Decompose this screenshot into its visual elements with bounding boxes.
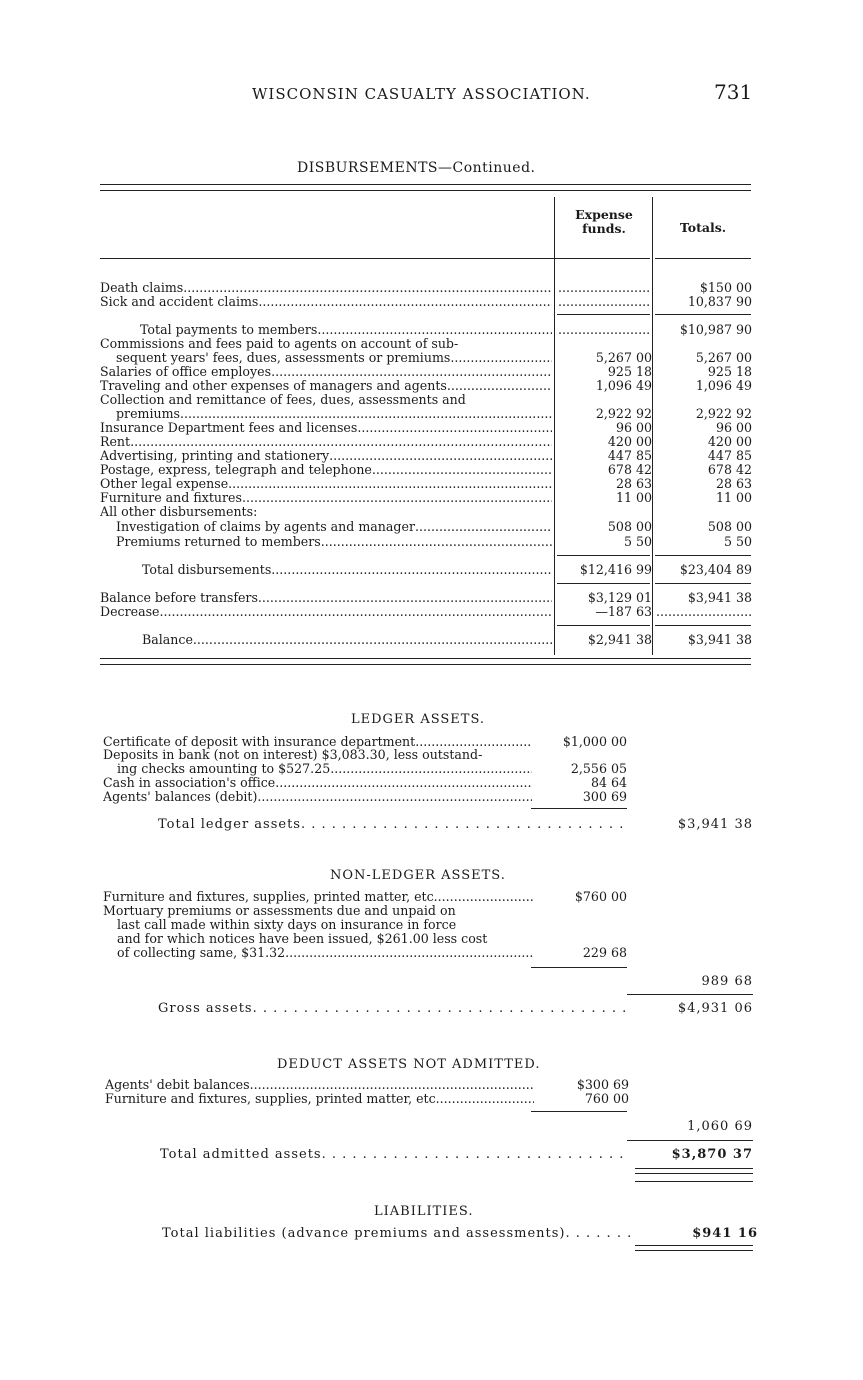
expense-funds-cell: $3,129 01 — [587, 590, 652, 605]
expense-funds-cell: 678 42 — [607, 462, 652, 477]
deduct-subtotal: 1,060 69 — [687, 1119, 753, 1134]
sum-rule — [627, 1140, 753, 1141]
total-ledger-assets-label: Total ledger assets . . . — [158, 817, 628, 832]
asset-row-label — [117, 917, 534, 932]
column-divider — [652, 197, 653, 655]
row-label-text: Investigation of claims by agents and manager — [116, 519, 415, 534]
double-rule — [635, 1168, 753, 1174]
asset-row-label — [103, 889, 534, 904]
header-rule — [100, 258, 570, 259]
empty-cell-dots — [558, 322, 650, 337]
asset-amount: $760 00 — [574, 889, 627, 904]
expense-funds-cell: 5 50 — [623, 534, 652, 549]
dot-leader — [130, 434, 552, 449]
dot-leader — [180, 406, 552, 421]
dot-leader — [322, 1147, 628, 1162]
asset-amount: 2,556 05 — [570, 761, 627, 776]
table-row-label — [100, 434, 552, 449]
empty-cell-dots — [558, 280, 650, 295]
asset-amount: 229 68 — [582, 945, 627, 960]
table-row-label — [140, 322, 552, 337]
gross-assets-value: $4,931 06 — [677, 1001, 753, 1016]
expense-funds-cell: 2,922 92 — [595, 406, 652, 421]
row-label-text: Agents' debit balances — [105, 1077, 250, 1092]
dot-leader — [558, 294, 650, 309]
row-label-text: Insurance Department fees and licenses — [100, 420, 358, 435]
sum-rule — [655, 555, 751, 556]
row-label-text: of collecting same, $31.32 — [117, 945, 286, 960]
row-label-text: premiums — [116, 406, 181, 421]
header-rule — [655, 258, 751, 259]
totals-cell: 2,922 92 — [695, 406, 752, 421]
asset-row-label — [117, 761, 532, 776]
liabilities-title: LIABILITIES. — [374, 1204, 474, 1219]
col-header-expense: Expense funds. — [575, 207, 633, 236]
row-label-text: Postage, express, telegraph and telephone — [100, 462, 372, 477]
dot-leader — [330, 761, 532, 776]
table-rule-bottom — [100, 664, 751, 665]
table-rule-bottom — [100, 658, 751, 659]
totals-cell: 96 00 — [715, 420, 752, 435]
row-label-text: Balance — [142, 632, 193, 647]
dot-leader — [329, 448, 552, 463]
totals-cell: 925 18 — [707, 364, 752, 379]
sum-rule — [557, 625, 650, 626]
row-label-text: Premiums returned to members — [116, 534, 321, 549]
gross-assets-label: Gross assets . . . — [158, 1001, 628, 1016]
page-number: 731 — [714, 80, 753, 104]
row-label-text: Commissions and fees paid to agents on account of sub- — [100, 336, 459, 351]
asset-amount: 300 69 — [582, 789, 627, 804]
disbursements-title: DISBURSEMENTS—Continued. — [297, 160, 536, 176]
expense-funds-cell: 925 18 — [607, 364, 652, 379]
sum-rule — [557, 314, 650, 315]
sum-rule — [627, 994, 753, 995]
table-rule-top — [100, 190, 751, 191]
dot-leader — [321, 534, 552, 549]
table-row-label — [116, 406, 552, 421]
table-rule-top — [100, 184, 751, 185]
sum-rule — [531, 967, 627, 968]
table-row-label — [100, 280, 552, 295]
row-label-text: Rent — [100, 434, 131, 449]
row-label-text: Total payments to members — [140, 322, 318, 337]
asset-row-label — [103, 789, 532, 804]
expense-funds-cell: 1,096 49 — [595, 378, 652, 393]
dot-leader — [258, 590, 552, 605]
non-ledger-assets-title: NON-LEDGER ASSETS. — [330, 868, 506, 883]
row-label-text: Collection and remittance of fees, dues, assessments and — [100, 392, 466, 407]
dot-leader — [228, 476, 552, 491]
dot-leader — [250, 1077, 534, 1092]
row-label-text: All other disbursements: — [100, 504, 258, 519]
dot-leader — [317, 322, 552, 337]
double-rule — [635, 1245, 753, 1251]
col-header-totals: Totals. — [679, 220, 727, 235]
table-row-label — [100, 604, 552, 619]
dot-leader — [434, 889, 534, 904]
totals-cell: 5 50 — [723, 534, 752, 549]
dot-leader — [450, 350, 552, 365]
table-row-label — [116, 350, 552, 365]
row-label-text: Total disbursements — [142, 562, 272, 577]
totals-cell: $3,941 38 — [687, 590, 752, 605]
totals-cell: 678 42 — [707, 462, 752, 477]
table-row-label — [116, 519, 552, 534]
non-ledger-subtotal: 989 68 — [701, 974, 753, 989]
asset-amount: 760 00 — [584, 1091, 629, 1106]
totals-cell: $150 00 — [699, 280, 752, 295]
totals-cell: 11 00 — [715, 490, 752, 505]
expense-funds-cell: —187 63 — [595, 604, 652, 619]
expense-funds-cell: 420 00 — [607, 434, 652, 449]
dot-leader — [301, 817, 628, 832]
row-label-text: Salaries of office employes — [100, 364, 272, 379]
row-label-text: Traveling and other expenses of managers and agents — [100, 378, 447, 393]
double-rule — [635, 1176, 753, 1182]
dot-leader — [271, 364, 552, 379]
deduct-title: DEDUCT ASSETS NOT ADMITTED. — [277, 1057, 541, 1072]
table-row-label — [100, 420, 552, 435]
table-row-label — [100, 476, 552, 491]
sum-rule — [557, 555, 650, 556]
row-label-text: Other legal expense — [100, 476, 229, 491]
row-label-text: Balance before transfers — [100, 590, 258, 605]
table-row-label — [100, 462, 552, 477]
empty-cell-dots — [558, 294, 650, 309]
table-row-label — [142, 562, 552, 577]
table-row-label — [100, 392, 552, 407]
expense-funds-cell: 508 00 — [607, 519, 652, 534]
dot-leader — [257, 789, 532, 804]
totals-cell: 5,267 00 — [695, 350, 752, 365]
totals-cell: 508 00 — [707, 519, 752, 534]
table-row-label — [100, 294, 552, 309]
asset-row-label — [103, 747, 532, 762]
total-liabilities-label: Total liabilities (advance premiums and assessments) . . . — [162, 1226, 630, 1241]
total-admitted-assets-label: Total admitted assets . . . — [160, 1147, 628, 1162]
totals-cell: 10,837 90 — [687, 294, 752, 309]
table-row-label — [100, 336, 552, 351]
dot-leader — [242, 490, 552, 505]
row-label-text: Cash in association's office — [103, 775, 276, 790]
total-admitted-assets-value: $3,870 37 — [671, 1147, 753, 1162]
dot-leader — [566, 1226, 631, 1241]
table-row-label — [100, 378, 552, 393]
row-label-text: last call made within sixty days on insurance in force — [117, 917, 457, 932]
expense-funds-cell: 11 00 — [615, 490, 652, 505]
column-divider — [554, 197, 555, 655]
totals-cell: $23,404 89 — [679, 562, 752, 577]
sum-rule — [655, 314, 751, 315]
table-row-label — [100, 504, 552, 519]
row-label-text: Sick and accident claims — [100, 294, 259, 309]
asset-row-label — [103, 775, 532, 790]
totals-cell: 420 00 — [707, 434, 752, 449]
dot-leader — [271, 562, 552, 577]
sum-rule — [655, 583, 751, 584]
table-row-label — [116, 534, 552, 549]
running-header: WISCONSIN CASUALTY ASSOCIATION. — [252, 85, 591, 103]
row-label-text: Deposits in bank (not on interest) $3,083.30, less outstand- — [103, 747, 483, 762]
row-label-text: Decrease — [100, 604, 160, 619]
asset-row-label — [105, 1091, 534, 1106]
sum-rule — [557, 583, 650, 584]
expense-funds-cell: 447 85 — [607, 448, 652, 463]
dot-leader — [160, 604, 552, 619]
empty-cell-dots — [656, 604, 752, 619]
row-label-text: Mortuary premiums or assessments due and unpaid on — [103, 903, 456, 918]
row-label-text: Furniture and fixtures — [100, 490, 242, 505]
table-row-label — [142, 632, 552, 647]
row-label-text: Furniture and fixtures, supplies, printed matter, etc — [105, 1091, 436, 1106]
sum-rule — [655, 625, 751, 626]
dot-leader — [372, 462, 552, 477]
dot-leader — [558, 322, 650, 337]
row-label-text: and for which notices have been issued, $261.00 less cost — [117, 931, 488, 946]
asset-amount: 84 64 — [590, 775, 627, 790]
dot-leader — [183, 280, 552, 295]
total-liabilities-value: $941 16 — [692, 1226, 758, 1241]
sum-rule — [531, 808, 627, 809]
dot-leader — [357, 420, 552, 435]
expense-funds-cell: $2,941 38 — [587, 632, 652, 647]
dot-leader — [415, 519, 552, 534]
dot-leader — [275, 775, 532, 790]
row-label-text: ing checks amounting to $527.25 — [117, 761, 331, 776]
asset-amount: $1,000 00 — [562, 734, 627, 749]
totals-cell: 28 63 — [715, 476, 752, 491]
table-row-label — [100, 490, 552, 505]
totals-cell: 447 85 — [707, 448, 752, 463]
table-row-label — [100, 448, 552, 463]
totals-cell: $10,987 90 — [679, 322, 752, 337]
ledger-assets-title: LEDGER ASSETS. — [351, 712, 486, 727]
row-label-text: Advertising, printing and stationery — [100, 448, 330, 463]
dot-leader — [258, 294, 552, 309]
asset-amount: $300 69 — [576, 1077, 629, 1092]
dot-leader — [656, 604, 752, 619]
total-ledger-assets-value: $3,941 38 — [677, 817, 753, 832]
table-row-label — [100, 364, 552, 379]
dot-leader — [436, 1091, 534, 1106]
row-label-text: Certificate of deposit with insurance department — [103, 734, 416, 749]
asset-row-label — [105, 1077, 534, 1092]
expense-funds-cell: 96 00 — [615, 420, 652, 435]
asset-row-label — [117, 931, 534, 946]
dot-leader — [193, 632, 552, 647]
totals-cell: 1,096 49 — [695, 378, 752, 393]
asset-row-label — [103, 903, 534, 918]
sum-rule — [531, 1111, 627, 1112]
dot-leader — [253, 1001, 628, 1016]
dot-leader — [285, 945, 534, 960]
dot-leader — [558, 280, 650, 295]
dot-leader — [447, 378, 552, 393]
expense-funds-cell: 5,267 00 — [595, 350, 652, 365]
totals-cell: $3,941 38 — [687, 632, 752, 647]
expense-funds-cell: $12,416 99 — [579, 562, 652, 577]
row-label-text: Death claims — [100, 280, 184, 295]
expense-funds-cell: 28 63 — [615, 476, 652, 491]
asset-row-label — [117, 945, 534, 960]
row-label-text: Agents' balances (debit) — [103, 789, 258, 804]
row-label-text: sequent years' fees, dues, assessments or premiums — [116, 350, 451, 365]
row-label-text: Furniture and fixtures, supplies, printed matter, etc — [103, 889, 434, 904]
header-rule — [557, 258, 650, 259]
table-row-label — [100, 590, 552, 605]
